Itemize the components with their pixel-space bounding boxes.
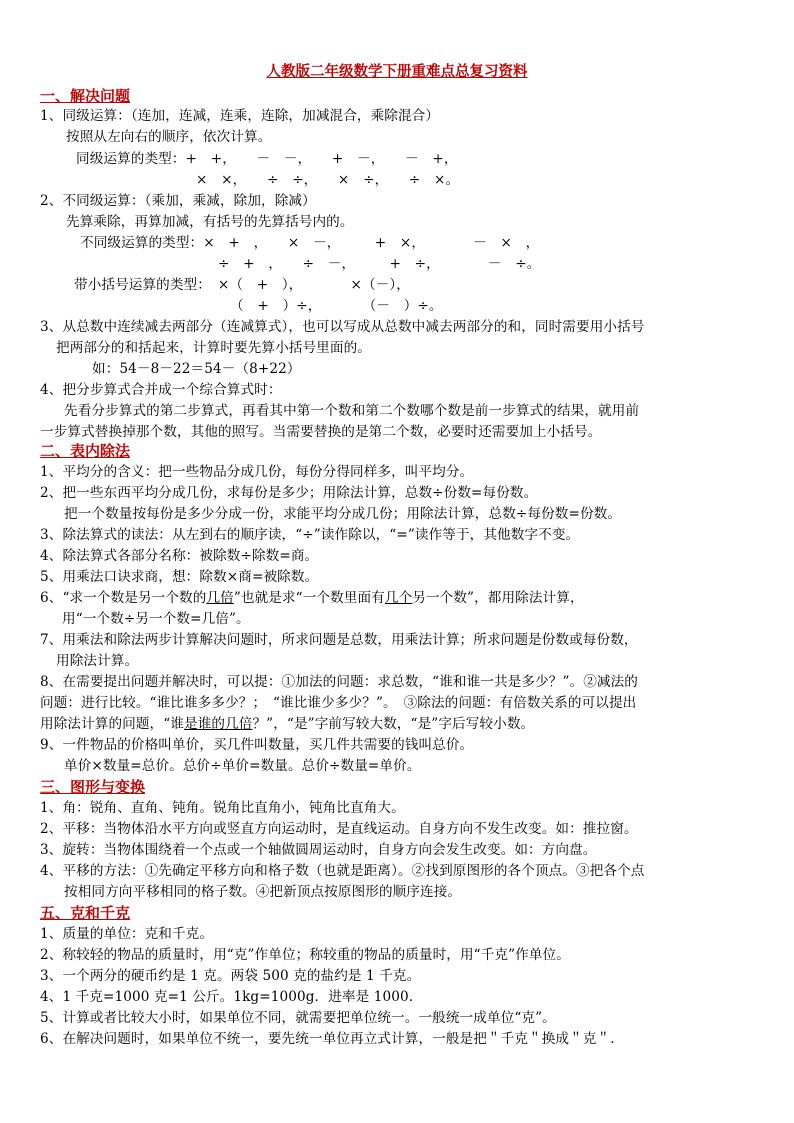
text-line: 用“一个数÷另一个数=几倍”。 xyxy=(62,611,250,627)
text-line: 按相同方向平移相同的格子数。④把新顶点按原图形的顺序连接。 xyxy=(64,884,462,900)
text-line: 用除法计算。 xyxy=(56,653,139,669)
text-line: 3、从总数中连续减去两部分（连减算式），也可以写成从总数中减去两部分的和，同时需要用小括号 xyxy=(40,319,645,335)
text-line: × ×， ÷ ÷， × ÷， ÷ ×。 xyxy=(196,172,460,188)
section-heading-gram-kilogram: 五、克和千克 xyxy=(40,904,131,922)
text-line: 1、质量的单位：克和千克。 xyxy=(40,926,214,942)
text-line: 先看分步算式的第二步算式，再看其中第一个数和第二个数哪个数是前一步算式的结果，就用前 xyxy=(64,403,640,419)
text-run: 另一个数”，都用除法计算， xyxy=(412,590,584,606)
text-line: 4、把分步算式合并成一个综合算式时： xyxy=(40,382,282,398)
text-line: 4、除法算式各部分名称：被除数÷除数=商。 xyxy=(40,548,319,564)
text-line: ÷ + ， ÷ －， + ÷， － ÷。 xyxy=(218,256,541,272)
text-line: 4、1 千克=1000 克=1 公斤。1kg=1000g．进率是 1000. xyxy=(40,989,414,1005)
underlined-term: 几倍 xyxy=(206,590,234,606)
text-line: 带小括号运算的类型： ×（ + ）， ×（－）， xyxy=(74,277,410,293)
text-line: 9、一件物品的价格叫单价，买几件叫数量，买几件共需要的钱叫总价。 xyxy=(40,737,474,753)
text-line: 按照从左向右的顺序，依次计算。 xyxy=(66,129,272,145)
section-heading-solve-problems: 一、解决问题 xyxy=(40,87,131,105)
text-line: 先算乘除，再算加减，有括号的先算括号内的。 xyxy=(66,214,354,230)
text-line xyxy=(40,714,534,734)
text-line: 单价×数量=总价。总价÷单价=数量。总价÷数量=单价。 xyxy=(64,758,421,774)
text-line: 同级运算的类型：+ +， － －， + －， － +， xyxy=(76,151,458,167)
section-heading-shapes-transform: 三、图形与变换 xyxy=(40,778,146,796)
text-run: 用除法计算的问题，“谁 xyxy=(40,716,184,732)
text-run: ？”，“是”字前写较大数，“是”字后写较小数。 xyxy=(252,716,535,732)
text-line xyxy=(40,588,584,608)
text-run: 6、“求一个数是另一个数的 xyxy=(40,590,207,606)
text-line: 3、除法算式的读法：从左到右的顺序读，“÷”读作除以，“=”读作等于，其他数字不变。 xyxy=(40,527,580,543)
text-line: （ + ）÷， （－ ）÷。 xyxy=(230,298,443,314)
text-line: 2、把一些东西平均分成几份，求每份是多少；用除法计算，总数÷份数=每份数。 xyxy=(40,485,538,501)
text-line: 2、称较轻的物品的质量时，用“克”作单位；称较重的物品的质量时，用“千克”作单位。 xyxy=(40,947,570,963)
text-line: 不同级运算的类型：× + ， × －， + ×， － × ， xyxy=(80,235,540,251)
document-title: 人教版二年级数学下册重难点总复习资料 xyxy=(266,63,528,80)
text-line: 5、用乘法口诀求商，想：除数×商=被除数。 xyxy=(40,569,319,585)
text-line: 2、平移：当物体沿水平方向或竖直方向运动时，是直线运动。自身方向不发生改变。如：推拉窗。 xyxy=(40,821,638,837)
text-line: 把一个数量按每份是多少分成一份，求能平均分成几份；用除法计算，总数÷每份数=份数。 xyxy=(64,506,622,522)
text-line: 1、同级运算：（连加，连减，连乘，连除，加减混合，乘除混合） xyxy=(40,108,440,124)
text-line: 6、在解决问题时，如果单位不统一，要先统一单位再立式计算，一般是把＂千克＂换成＂克＂. xyxy=(40,1031,615,1047)
text-line: 一步算式替换掉那个数，其他的照写。当需要替换的是第二个数，必要时还需要加上小括号。 xyxy=(40,424,602,440)
text-line: 3、一个两分的硬币约是 1 克。两袋 500 克的盐约是 1 千克。 xyxy=(40,968,421,984)
text-line: 7、用乘法和除法两步计算解决问题时，所求问题是总数，用乘法计算；所求问题是份数或每份数， xyxy=(40,632,638,648)
text-line: 3、旋转：当物体围绕着一个点或一个轴做圆周运动时，自身方向会发生改变。如：方向盘。 xyxy=(40,842,597,858)
text-line: 2、不同级运算：（乘加，乘减，除加，除减） xyxy=(40,193,316,209)
text-line: 把两部分的和括起来，计算时要先算小括号里面的。 xyxy=(56,340,371,356)
text-line: 4、平移的方法：①先确定平移方向和格子数（也就是距离）。②找到原图形的各个顶点。③把各个点 xyxy=(40,863,645,879)
text-line: 1、角：锐角、直角、钝角。锐角比直角小，钝角比直角大。 xyxy=(40,800,405,816)
text-line: 如：54－8－22＝54－（8+22） xyxy=(92,361,301,377)
text-line: 8、在需要提出问题并解决时，可以提：①加法的问题：求总数，“谁和谁一共是多少？”。②减法的 xyxy=(40,674,638,690)
text-run: ”也就是求“一个数里面有 xyxy=(233,590,385,606)
text-line: 1、平均分的含义：把一些物品分成几份，每份分得同样多，叫平均分。 xyxy=(40,464,474,480)
underlined-term: 几个 xyxy=(384,590,413,606)
underlined-term: 是谁的几倍 xyxy=(184,716,253,732)
section-heading-division: 二、表内除法 xyxy=(40,442,131,460)
text-line: 5、计算或者比较大小时，如果单位不同，就需要把单位统一。一般统一成单位“克”。 xyxy=(40,1010,556,1026)
text-line: 问题：进行比较。“谁比谁多多少？； “谁比谁少多少？”。 ③除法的问题：有倍数关系的可以提出 xyxy=(40,695,637,711)
